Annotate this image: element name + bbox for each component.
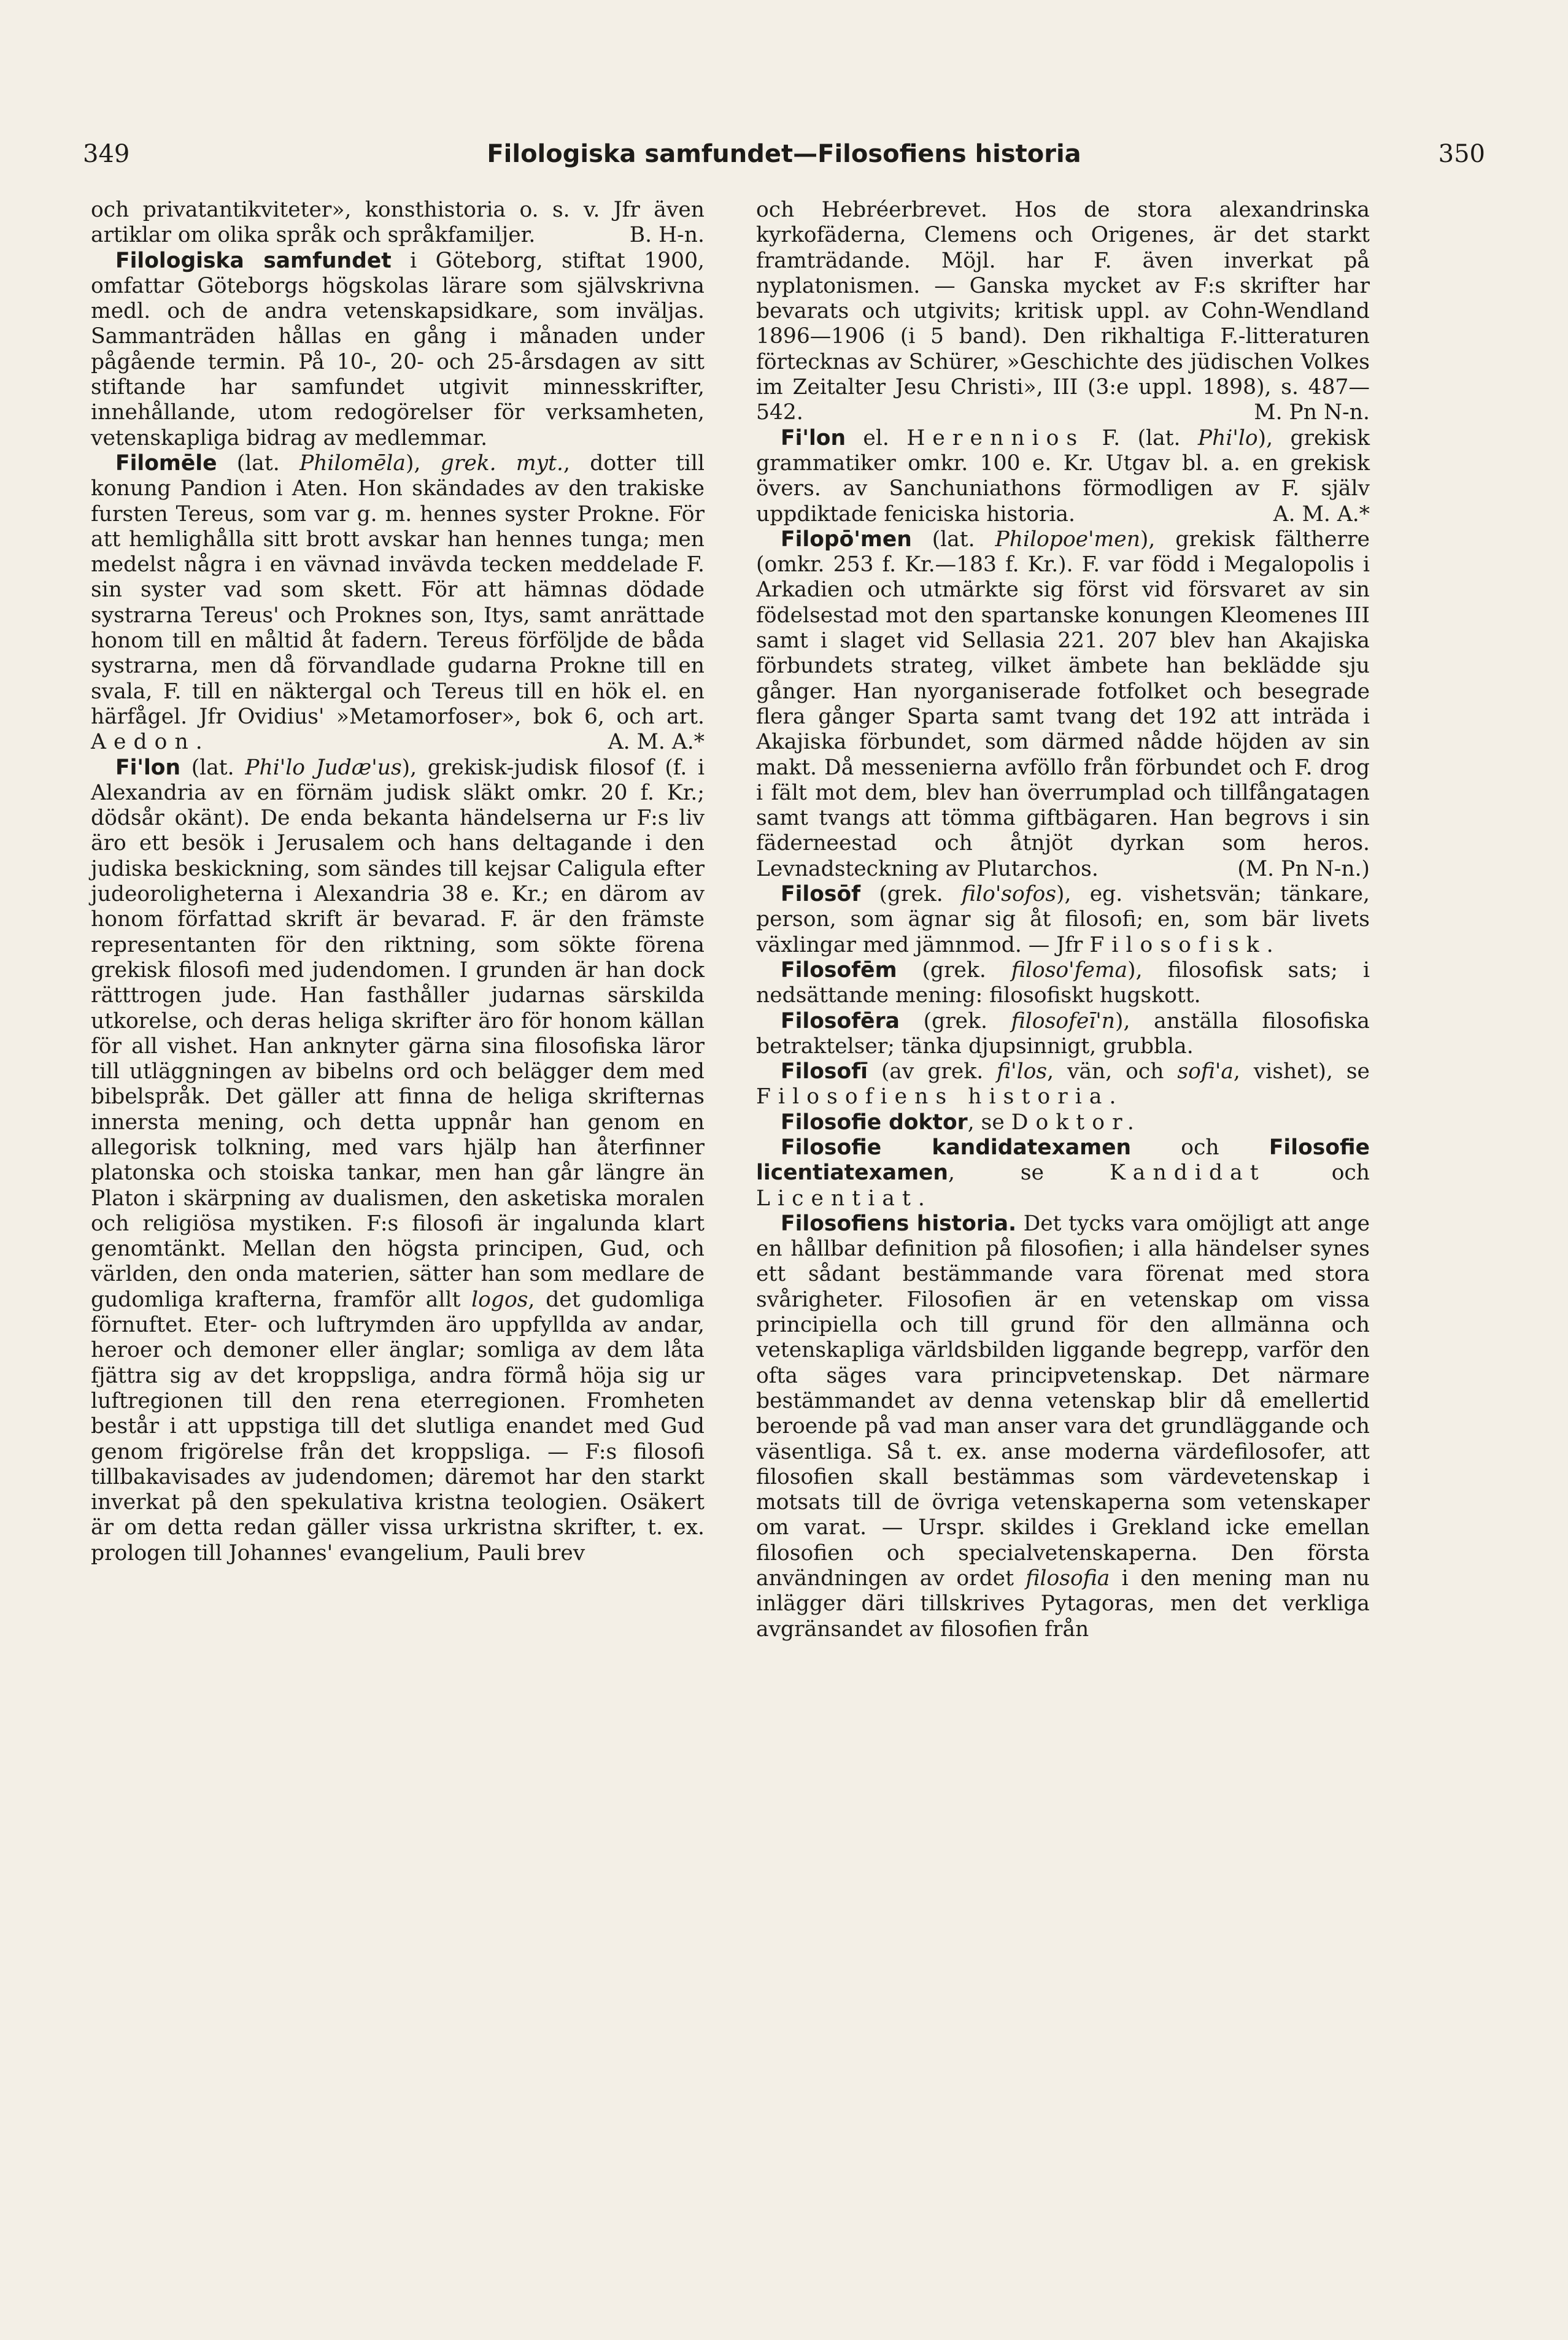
entry-filosofiens-historia [756,1211,1370,1642]
headword: Filosofī [781,1059,868,1084]
entry-continuation [91,198,705,249]
entry-text: , det gudomliga förnuftet. Eter- och luftrymden äro uppfyllda av andar, heroer och demoner eller änglar; somliga av dem låta fjättra sig av det kroppsliga, andra förmå höja sig ur luftregionen till den rena eterregionen. Fromheten består i att uppstiga till det slutliga enandet med Gud genom frigörelse från det kroppsliga. — F:s filosofi tillbakavisades av judendomen; däremot har den starkt inverkat på den spekulativa kristna teologien. Osäkert är om detta redan gäller vissa urkristna skrifter, t. ex. prologen till Johannes' evangelium, Pauli brev [91,1287,705,1566]
headword: Filosofēm [781,957,897,983]
headword: Filosofie doktor [781,1110,968,1135]
entry-text: , vän, och [1047,1059,1178,1084]
cross-reference: Filosofisk. [1089,932,1281,957]
page-number-right: 350 [1438,140,1485,168]
entry-text: ), grekisk grammatiker omkr. 100 e. Kr. Utgav bl. a. en grekisk övers. av Sanchuniathons förmodligen av F. själv uppdiktade feniciska historia. [756,425,1370,527]
entry-text: ), eg. vishetsvän; tänkare, person, som ägnar sig åt filosofi; en, som bär livets växlingar med jämnmod. — Jfr [756,882,1370,957]
entry-text: (grek. [897,957,1011,983]
entry-filosofie-examen [756,1135,1370,1211]
cross-reference: Filosofiens historia. [756,1084,1124,1110]
entry-text: , dotter till konung Pandion i Aten. Hon skändades av den trakiske fursten Tereus, som var g. m. hennes syster Prokne. För att hemlighålla sitt brott avskar han hennes tunga; men medelst några i en vävnad invävda tecken meddelade F. sin syster vad som skett. För att hämnas dödade systrarna Tereus' och Proknes son, Itys, samt anrättade honom till en måltid åt fadern. Tereus förföljde de båda systrarna, men då förvandlade gudarna Prokne till en svala, F. till en näktergal och Tereus till en hök el. en härfågel. Jfr Ovidius' »Metamorfoser», bok 6, och art. [91,450,705,729]
headword: Fi'lon [115,755,181,780]
page-header [83,140,1485,183]
entry-text: och [1265,1160,1370,1186]
entry-text: och [1131,1135,1269,1160]
entry-filosofem [756,958,1370,1009]
entry-text: ), filosofisk sats; i nedsättande mening: filosofiskt hugskott. [756,957,1370,1008]
headword: Filosofēra [781,1008,900,1033]
entry-filosofie-doktor [756,1110,1370,1135]
entry-text: , se [967,1110,1011,1135]
entry-text: ), grekisk fältherre (omkr. 253 f. Kr.—183 f. Kr.). F. var född i Megalopolis i Arkadien och utmärkte sig först vid försvaret av sin födelsestad mot den spartanske konungen Kleomenes III samt i slaget vid Sellasia 221. 207 blev han Akajiska förbundets strateg, vilket ämbete han beklädde sju gånger. Han nyorganiserade fotfolket och besegrade flera gånger Sparta samt tvang det 192 att inträda i Akajiska förbundet, som därmed nådde höjden av sin makt. Då messenierna avföllo från förbundet och F. drog i fält mot dem, blev han överrumplad och tillfångatagen samt tvangs att tömma giftbägaren. Han begrovs i sin fäderneestad och åtnjöt dyrkan som heros. Levnadsteckning av Plutarchos. [756,527,1370,881]
entry-filopoimen [756,527,1370,882]
entry-text: ), anställa filosofiska betraktelser; tänka djupsinnigt, grubbla. [756,1008,1370,1059]
headword: Filosofie kandidatexamen [781,1135,1132,1160]
headword: Filomēle [115,450,217,476]
italic-term: filo'sofos [962,882,1057,907]
entry-filon-herennios [756,426,1370,527]
italic-term: Philomēla [299,450,406,476]
entry-filomele [91,451,705,755]
cross-reference: Doktor. [1011,1110,1141,1135]
italic-term: Philopoe'men [995,527,1140,552]
entry-filosofi [756,1059,1370,1110]
entry-text: (lat. [180,755,245,780]
entry-text: , vishet), se [1233,1059,1370,1084]
headword: Filologiska samfundet [115,248,392,273]
italic-term: grek. myt. [440,450,563,476]
entry-continuation [756,198,1370,426]
entry-text: (lat. [911,527,995,552]
entry-text: i Göteborg, stiftat 1900, omfattar Göteborgs högskolas lärare som självskrivna medl. och de andra vetenskapsidkare, som inväljas. Sammanträden hållas en gång i månaden under pågående termin. På 10-, 20- och 25-årsdagen av sitt stiftande har samfundet utgivit minnesskrifter, innehållande, utom redogörelser för verksamheten, vetenskapliga bidrag av medlemmar. [91,248,705,450]
entry-filologiska-samfundet [91,249,705,451]
headword: Filosofiens historia. [781,1211,1017,1236]
cross-reference: Licentiat. [756,1186,932,1211]
author-signature: (M. Pn N-n.) [1237,856,1370,881]
entry-filosof [756,882,1370,958]
italic-term: fi'los [997,1059,1048,1084]
italic-term: logos [471,1287,528,1312]
headword: Filosofie licentiatexamen [756,1135,1370,1186]
entry-text: och Hebréerbrevet. Hos de stora alexandrinska kyrkofäderna, Clemens och Origenes, är det starkt framträdande. Möjl. har F. även inverkat på nyplatonismen. — Ganska mycket av F:s skrifter har bevarats och utgivits; kritisk uppl. av Cohn-Wendland 1896—1906 (i 5 band). Den rikhaltiga F.-litteraturen förtecknas av Schürer, »Geschichte des jüdischen Volkes im Zeitalter Jesu Christi», III (3:e uppl. 1898), s. 487—542. [756,198,1370,425]
cross-reference: Kandidat [1109,1160,1266,1186]
cross-reference: Herennios [906,425,1085,450]
italic-term: filosofeī'n [1011,1008,1115,1033]
author-signature: A. M. A.* [1273,501,1370,527]
italic-term: sofi'a [1177,1059,1234,1084]
author-signature: A. M. A.* [608,730,705,755]
entry-text: Det tycks vara omöjligt att ange en hållbar definition på filosofien; i alla händelser synes ett sådant bestämmande vara förenat med stora svårigheter. Filosofien är en vetenskap om vissa principiella och till grund för den allmänna och vetenskapliga världsbilden liggande begrepp, varför den ofta säges vara principvetenskap. Det närmare bestämmandet av denna vetenskap blir då emellertid beroende på vad man anser vara det grundläggande och väsentliga. Så t. ex. anse moderna värdefilosofer, att filosofien skall bestämmas som värdevetenskap i motsats till de övriga vetenskaperna som vetenskaper om varat. — Urspr. skildes i Grekland icke emellan filosofien och specialvetenskaperna. Den första användningen av ordet [756,1211,1370,1591]
entry-text: (grek. [899,1008,1011,1033]
entry-text: el. [846,425,907,450]
entry-text: och privatantikviteter», konsthistoria o. s. v. Jfr även artiklar om olika språk och språkfamiljer. [91,198,705,248]
headword: Filopō'men [781,527,912,552]
italic-term: filosofia [1025,1566,1110,1591]
author-signature: B. H-n. [629,223,705,248]
entry-text: (grek. [860,882,962,907]
entry-text: , se [948,1160,1110,1186]
cross-reference: Aedon. [91,730,210,755]
headword: Filosōf [781,882,861,907]
entry-text: (lat. [217,450,299,476]
entry-text: i den mening man nu inlägger däri tillskrives Pytagoras, men det verkliga avgränsandet av filosofien från [756,1566,1370,1642]
italic-term: Phi'lo Judæ'us [245,755,402,780]
italic-term: Phi'lo [1197,425,1258,450]
entry-text: F. (lat. [1084,425,1198,450]
entry-text: (av grek. [868,1059,997,1084]
italic-term: filoso'fema [1011,957,1128,983]
author-signature: M. Pn N-n. [1254,400,1370,425]
entry-filosofera [756,1009,1370,1060]
left-column [91,198,705,1566]
entry-filon [91,755,705,1567]
headword: Fi'lon [781,425,846,450]
right-column [756,198,1370,1642]
entry-text: ), [406,450,441,476]
entry-text: ), grekisk-judisk filosof (f. i Alexandria av en förnäm judisk släkt omkr. 20 f. Kr.; dödsår okänt). De enda bekanta händelserna ur F:s liv äro ett besök i Jerusalem och hans deltagande i den judiska beskickning, som sändes till kejsar Caligula efter judeoroligheterna i Alexandria 38 e. Kr.; en därom av honom författad skrift är bevarad. F. är den främste representanten för den riktning, som sökte förena grekisk filosofi med judendomen. I grunden är han dock rätttrogen jude. Han fasthåller judarnas särskilda utkorelse, och deras heliga skrifter äro för honom källan för all vishet. Han anknyter gärna sina filosofiska läror till utläggningen av bibelns ord och belägger dem med bibelspråk. Det gäller att finna de heliga skrifternas innersta mening, och detta uppnår han genom en allegorisk tolkning, med vars hjälp han återfinner platonska och stoiska tankar, men han går längre än Platon i skärpning av dualismen, den asketiska moralen och religiösa mystiken. F:s filosofi är ingalunda klart genomtänkt. Mellan den högsta principen, Gud, och världen, den onda materien, sätter han som medlare de gudomliga krafterna, framför allt [91,755,705,1312]
page-number-left: 349 [83,140,130,168]
running-title: Filologiska samfundet—Filosofiens historia [487,140,1081,168]
